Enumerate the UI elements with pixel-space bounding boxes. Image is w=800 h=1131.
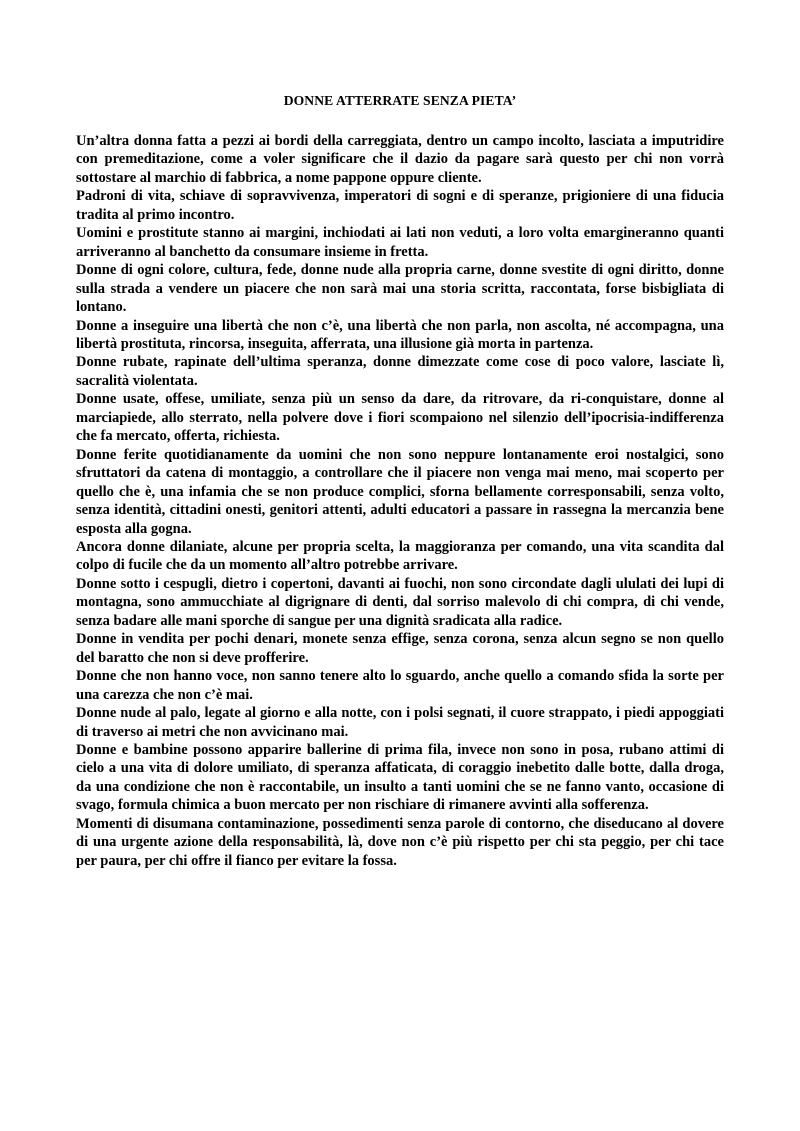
paragraph: Donne rubate, rapinate dell’ultima speranza, donne dimezzate come cose di poco valore, lasciate lì, sacralità violentata. [76, 354, 724, 389]
paragraph: Donne ferite quotidianamente da uomini che non sono neppure lontanamente eroi nostalgici, sono sfruttatori da catena di montaggio, a controllare che il piacere non venga mai meno, mai scoperto per quello che è, una infamia che se non produce complici, sforna bellamente corresponsabili, senza volto, senza identità, cittadini onesti, genitori attenti, adulti educatori a passare in rassegna la mercanzia bene esposta alla gogna. [76, 446, 724, 537]
paragraph: Donne a inseguire una libertà che non c’è, una libertà che non parla, non ascolta, né accompagna, una libertà prostituta, rincorsa, inseguita, afferrata, una illusione già morta in partenza. [76, 317, 724, 352]
paragraph: Momenti di disumana contaminazione, possedimenti senza parole di contorno, che diseducano al dovere di una urgente azione della responsabilità, là, dove non c’è più rispetto per chi sta peggio, per chi tace per paura, per chi offre il fianco per evitare la fossa. [76, 815, 724, 869]
paragraph: Donne di ogni colore, cultura, fede, donne nude alla propria carne, donne svestite di ogni diritto, donne sulla strada a vendere un piacere che non sarà mai una storia scritta, raccontata, forse bisbigliata di lontano. [76, 262, 724, 316]
document-title: DONNE ATTERRATE SENZA PIETA’ [283, 93, 517, 108]
paragraph: Donne nude al palo, legate al giorno e alla notte, con i polsi segnati, il cuore strappato, i piedi appoggiati di traverso ai metri che non avvicinano mai. [76, 705, 724, 740]
paragraph: Donne che non hanno voce, non sanno tenere alto lo sguardo, anche quello a comando sfida la sorte per una carezza che non c’è mai. [76, 668, 724, 703]
paragraph: Donne in vendita per pochi denari, monete senza effige, senza corona, senza alcun segno se non quello del baratto che non si deve profferire. [76, 631, 724, 666]
paragraph: Un’altra donna fatta a pezzi ai bordi della carreggiata, dentro un campo incolto, lasciata a imputridire con premeditazione, come a voler significare che il dazio da pagare sarà questo per chi non vorrà sottostare al marchio di fabbrica, a nome pappone oppure cliente. [76, 133, 724, 186]
document-body [76, 132, 724, 870]
paragraph: Ancora donne dilaniate, alcune per propria scelta, la maggioranza per comando, una vita scandita dal colpo di fucile che da un momento all’altro potrebbe arrivare. [76, 538, 724, 574]
paragraph: Donne e bambine possono apparire ballerine di prima fila, invece non sono in posa, rubano attimi di cielo a una vita di dolore umiliato, di speranza affaticata, di coraggio inebetito dalle botte, dalla droga, da una condizione che non è raccontabile, un insulto a tanti uomini che se ne fanno vanto, occasione di svago, formula chimica a buon mercato per non rischiare di rimanere avvinti alla sofferenza. [76, 741, 724, 814]
paragraph: Donne sotto i cespugli, dietro i copertoni, davanti ai fuochi, non sono circondate dagli ululati dei lupi di montagna, sono ammucchiate al digrignare di denti, dal sorriso malevolo di chi compra, di chi vende, senza badare alle mani sporche di sangue per una dignità sradicata alla radice. [76, 575, 724, 629]
paragraph: Uomini e prostitute stanno ai margini, inchiodati ai lati non veduti, a loro volta emargineranno quanti arriveranno al banchetto da consumare insieme in fretta. [76, 225, 724, 260]
paragraph: Donne usate, offese, umiliate, senza più un senso da dare, da ritrovare, da ri-conquistare, donne al marciapiede, allo sterrato, nella polvere dove i fiori scompaiono nel silenzio dell’ipocrisia-indifferenza che fa mercato, offerta, richiesta. [76, 391, 724, 445]
paragraph: Padroni di vita, schiave di sopravvivenza, imperatori di sogni e di speranze, prigioniere di una fiducia tradita al primo incontro. [76, 188, 724, 223]
